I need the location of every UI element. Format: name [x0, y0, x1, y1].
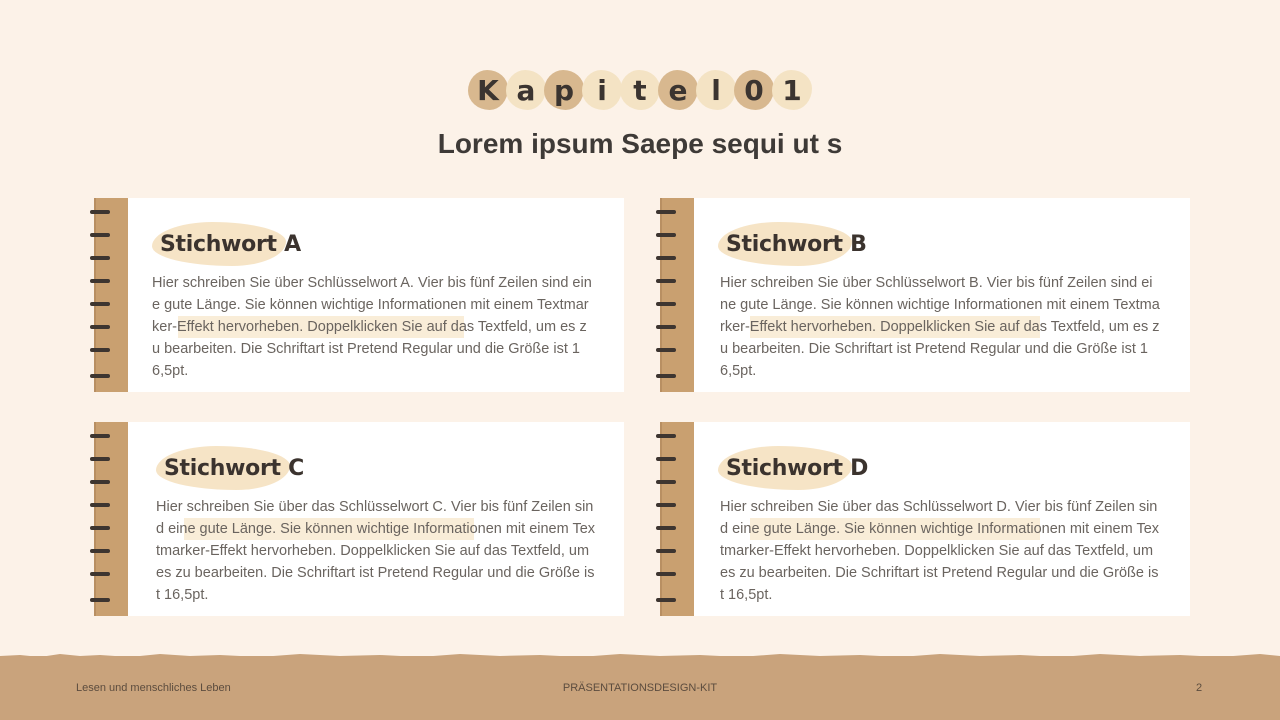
spiral-ring	[656, 256, 676, 260]
spiral-ring	[656, 233, 676, 237]
spiral-ring	[656, 480, 676, 484]
spiral-ring	[656, 325, 676, 329]
spiral-ring	[656, 279, 676, 283]
spiral-ring	[656, 302, 676, 306]
card-heading: Stichwort A	[160, 232, 301, 257]
spiral-ring	[656, 572, 676, 576]
card-paper	[128, 422, 624, 616]
chapter-letter: K	[469, 68, 507, 112]
chapter-letter: p	[545, 68, 583, 112]
heading-wrap	[152, 222, 301, 266]
card-paper	[694, 198, 1190, 392]
spiral-ring	[90, 572, 110, 576]
spiral-ring	[656, 348, 676, 352]
chapter-letter: i	[583, 68, 621, 112]
spiral-ring	[656, 210, 676, 214]
card-paper	[694, 422, 1190, 616]
spiral-ring	[90, 434, 110, 438]
card-heading: Stichwort C	[164, 456, 304, 481]
notebook-spine	[94, 198, 128, 392]
spiral-ring	[656, 549, 676, 553]
notebook-spine	[660, 198, 694, 392]
card-paper	[128, 198, 624, 392]
spiral-ring	[656, 503, 676, 507]
heading-wrap	[156, 446, 304, 490]
card-stichwort-d[interactable]	[660, 422, 1190, 616]
chapter-title	[0, 66, 1280, 114]
card-heading: Stichwort B	[726, 232, 867, 257]
card-stichwort-a[interactable]	[94, 198, 624, 392]
footer-center-text: PRÄSENTATIONSDESIGN-KIT	[562, 682, 718, 694]
spiral-ring	[656, 434, 676, 438]
spiral-ring	[90, 302, 110, 306]
notebook-spine	[94, 422, 128, 616]
spiral-ring	[90, 526, 110, 530]
card-body: Hier schreiben Sie über Schlüsselwort B. Vier bis fünf Zeilen sind eine gute Länge. Sie können wichtige Informationen mit einem Textmarker-Effekt hervorheben. Doppelklicken Sie auf das Textfeld, um es zu bearbeiten. Die Schriftart ist Pretend Regular und die Größe ist 16,5pt.	[720, 275, 1160, 379]
card-heading: Stichwort D	[726, 456, 869, 481]
spiral-ring	[90, 480, 110, 484]
spiral-ring	[90, 348, 110, 352]
card-body: Hier schreiben Sie über das Schlüsselwort C. Vier bis fünf Zeilen sind eine gute Länge. Sie können wichtige Informationen mit einem Textmarker-Effekt hervorheben. Doppelklicken Sie auf das Textfeld, um es zu bearbeiten. Die Schriftart ist Pretend Regular und die Größe ist 16,5pt.	[156, 499, 596, 603]
chapter-letter: e	[659, 68, 697, 112]
spiral-ring	[90, 256, 110, 260]
notebook-spine	[660, 422, 694, 616]
card-stichwort-c[interactable]	[94, 422, 624, 616]
spiral-ring	[90, 457, 110, 461]
spiral-ring	[656, 598, 676, 602]
card-body: Hier schreiben Sie über Schlüsselwort A. Vier bis fünf Zeilen sind eine gute Länge. Sie können wichtige Informationen mit einem Textmarker-Effekt hervorheben. Doppelklicken Sie auf das Textfeld, um es zu bearbeiten. Die Schriftart ist Pretend Regular und die Größe ist 16,5pt.	[152, 275, 592, 379]
page-subtitle: Lorem ipsum Saepe sequi ut s	[437, 128, 843, 159]
card-body: Hier schreiben Sie über das Schlüsselwort D. Vier bis fünf Zeilen sind eine gute Länge. Sie können wichtige Informationen mit einem Textmarker-Effekt hervorheben. Doppelklicken Sie auf das Textfeld, um es zu bearbeiten. Die Schriftart ist Pretend Regular und die Größe ist 16,5pt.	[720, 499, 1160, 603]
spiral-ring	[90, 233, 110, 237]
page-number: 2	[1196, 682, 1203, 694]
spiral-ring	[90, 210, 110, 214]
spiral-ring	[90, 374, 110, 378]
spiral-ring	[90, 549, 110, 553]
chapter-letter: 0	[735, 68, 773, 112]
chapter-letter: a	[507, 68, 545, 112]
spiral-ring	[656, 374, 676, 378]
spiral-ring	[90, 503, 110, 507]
chapter-letter: 1	[773, 68, 811, 112]
spiral-ring	[90, 279, 110, 283]
footer-left-text: Lesen und menschliches Leben	[76, 682, 231, 694]
spiral-ring	[90, 598, 110, 602]
heading-wrap	[718, 222, 867, 266]
spiral-ring	[656, 526, 676, 530]
spiral-ring	[656, 457, 676, 461]
heading-wrap	[718, 446, 869, 490]
card-stichwort-b[interactable]	[660, 198, 1190, 392]
spiral-ring	[90, 325, 110, 329]
chapter-letter: t	[621, 68, 659, 112]
chapter-letter: l	[697, 68, 735, 112]
